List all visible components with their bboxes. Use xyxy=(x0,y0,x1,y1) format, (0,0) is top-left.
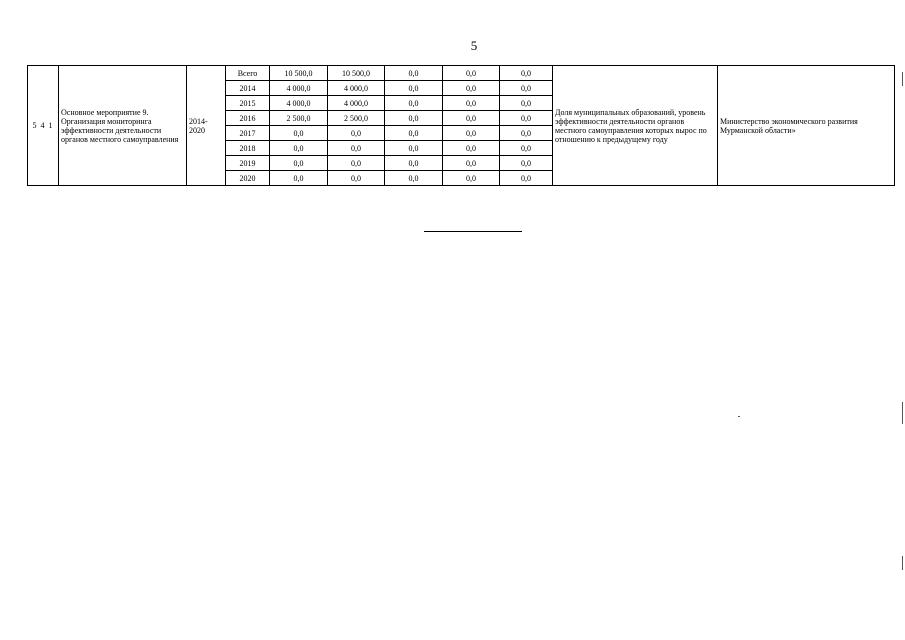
source-1-cell: 2 500,0 xyxy=(328,111,385,126)
total-cell: 0,0 xyxy=(270,126,328,141)
source-4-cell: 0,0 xyxy=(500,156,553,171)
scan-edge-mark xyxy=(902,556,903,570)
scan-edge-mark xyxy=(902,72,903,86)
source-1-cell: 0,0 xyxy=(328,141,385,156)
source-4-cell: 0,0 xyxy=(500,171,553,186)
page-number: 5 xyxy=(470,38,478,53)
activity-name-cell: Основное мероприятие 9. Организация мониторинга эффективности деятельности органов местного самоуправления xyxy=(59,66,187,186)
scan-dot-mark xyxy=(738,416,740,417)
source-3-cell: 0,0 xyxy=(443,96,500,111)
source-3-cell: 0,0 xyxy=(443,81,500,96)
period-cell: 2014-2020 xyxy=(187,66,226,186)
source-1-cell: 0,0 xyxy=(328,156,385,171)
source-2-cell: 0,0 xyxy=(385,141,443,156)
source-2-cell: 0,0 xyxy=(385,171,443,186)
source-3-cell: 0,0 xyxy=(443,66,500,81)
source-4-cell: 0,0 xyxy=(500,111,553,126)
source-4-cell: 0,0 xyxy=(500,126,553,141)
total-cell: 0,0 xyxy=(270,141,328,156)
source-3-cell: 0,0 xyxy=(443,171,500,186)
year-cell: 2019 xyxy=(226,156,270,171)
source-1-cell: 4 000,0 xyxy=(328,81,385,96)
year-cell: 2015 xyxy=(226,96,270,111)
source-2-cell: 0,0 xyxy=(385,81,443,96)
year-cell: Всего xyxy=(226,66,270,81)
source-3-cell: 0,0 xyxy=(443,111,500,126)
source-3-cell: 0,0 xyxy=(443,126,500,141)
source-2-cell: 0,0 xyxy=(385,66,443,81)
executor-cell: Министерство экономического развития Мурманской области» xyxy=(718,66,895,186)
total-cell: 2 500,0 xyxy=(270,111,328,126)
source-4-cell: 0,0 xyxy=(500,81,553,96)
year-cell: 2020 xyxy=(226,171,270,186)
source-4-cell: 0,0 xyxy=(500,141,553,156)
source-2-cell: 0,0 xyxy=(385,96,443,111)
source-2-cell: 0,0 xyxy=(385,111,443,126)
end-of-document-line xyxy=(424,231,522,232)
source-1-cell: 10 500,0 xyxy=(328,66,385,81)
source-1-cell: 0,0 xyxy=(328,126,385,141)
table-row xyxy=(28,66,895,81)
year-cell: 2014 xyxy=(226,81,270,96)
source-3-cell: 0,0 xyxy=(443,156,500,171)
source-3-cell: 0,0 xyxy=(443,141,500,156)
year-cell: 2017 xyxy=(226,126,270,141)
year-cell: 2018 xyxy=(226,141,270,156)
source-4-cell: 0,0 xyxy=(500,96,553,111)
indicator-cell: Доля муниципальных образований, уровень эффективности деятельности органов местного самоуправления которых вырос по отношению к предыдущему году xyxy=(553,66,718,186)
scan-edge-mark xyxy=(902,402,903,424)
source-4-cell: 0,0 xyxy=(500,66,553,81)
total-cell: 10 500,0 xyxy=(270,66,328,81)
total-cell: 0,0 xyxy=(270,171,328,186)
activity-table xyxy=(27,65,895,186)
total-cell: 4 000,0 xyxy=(270,81,328,96)
total-cell: 4 000,0 xyxy=(270,96,328,111)
source-1-cell: 0,0 xyxy=(328,171,385,186)
total-cell: 0,0 xyxy=(270,156,328,171)
source-2-cell: 0,0 xyxy=(385,126,443,141)
source-1-cell: 4 000,0 xyxy=(328,96,385,111)
activity-table-body xyxy=(28,66,895,186)
source-2-cell: 0,0 xyxy=(385,156,443,171)
row-number-cell: 5 4 1 xyxy=(28,66,59,186)
year-cell: 2016 xyxy=(226,111,270,126)
